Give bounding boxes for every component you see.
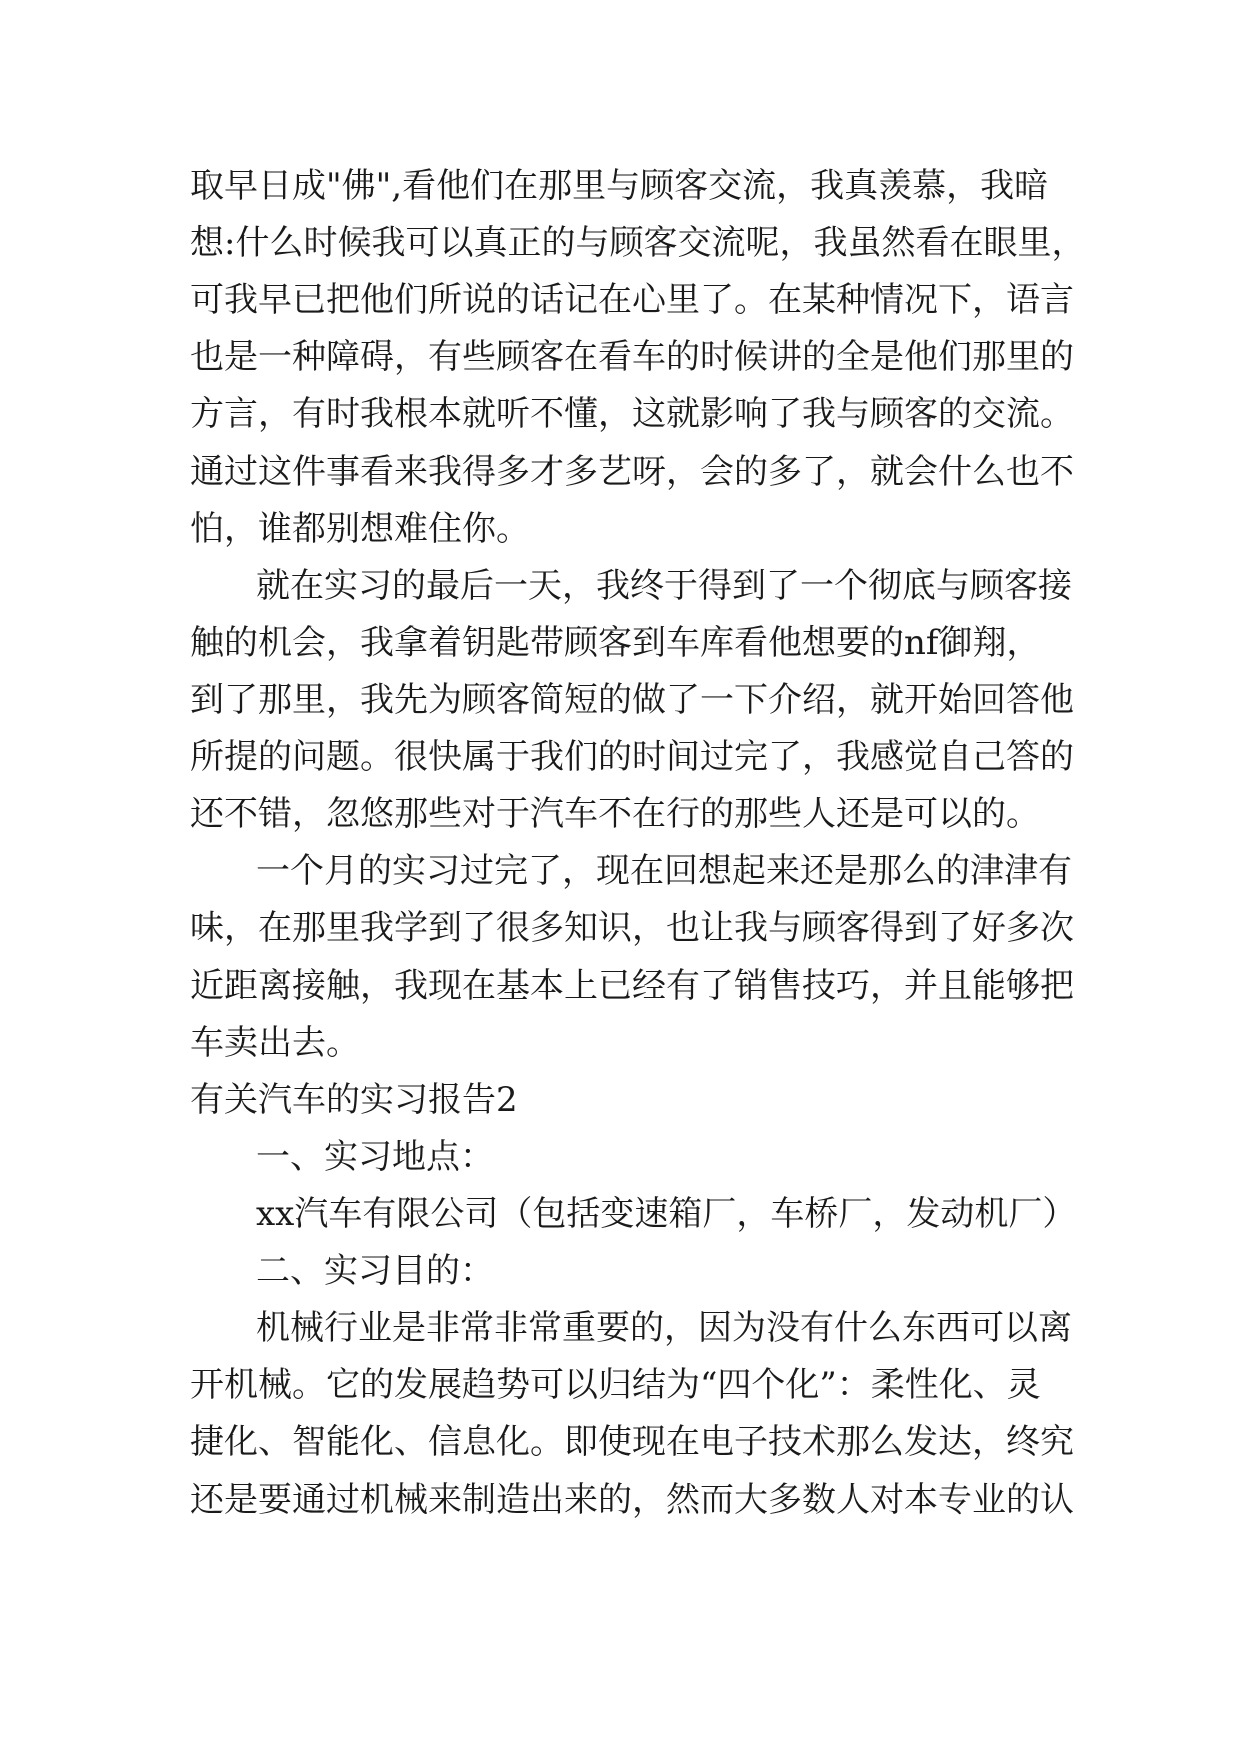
- section-title: 有关汽车的实习报告2: [190, 1080, 518, 1120]
- paragraph-line: 味，在那里我学到了很多知识，也让我与顾客得到了好多次: [190, 908, 1074, 948]
- subheading: 二、实习目的：: [256, 1251, 494, 1291]
- paragraph-line: 触的机会，我拿着钥匙带顾客到车库看他想要的nf御翔，: [190, 623, 1041, 663]
- paragraph-line: 一个月的实习过完了，现在回想起来还是那么的津津有: [256, 851, 1072, 891]
- paragraph-line: 可我早已把他们所说的话记在心里了。在某种情况下，语言: [190, 280, 1074, 320]
- subheading: 一、实习地点：: [256, 1137, 494, 1177]
- paragraph-line: 也是一种障碍，有些顾客在看车的时候讲的全是他们那里的: [190, 337, 1074, 377]
- paragraph-line: 方言，有时我根本就听不懂，这就影响了我与顾客的交流。: [190, 394, 1074, 434]
- paragraph-line: 捷化、智能化、信息化。即使现在电子技术那么发达，终究: [190, 1422, 1074, 1462]
- paragraph-line: 开机械。它的发展趋势可以归结为“四个化”：柔性化、灵: [190, 1365, 1041, 1405]
- paragraph-line: 取早日成"佛",看他们在那里与顾客交流，我真羡慕，我暗: [190, 166, 1049, 206]
- paragraph-line: 还不错，忽悠那些对于汽车不在行的那些人还是可以的。: [190, 794, 1040, 834]
- paragraph-line: 近距离接触，我现在基本上已经有了销售技巧，并且能够把: [190, 966, 1074, 1006]
- paragraph-line: 通过这件事看来我得多才多艺呀，会的多了，就会什么也不: [190, 452, 1074, 492]
- paragraph-line: xx汽车有限公司（包括变速箱厂，车桥厂，发动机厂）: [256, 1194, 1077, 1234]
- paragraph-line: 怕，谁都别想难住你。: [190, 509, 530, 549]
- paragraph-line: 还是要通过机械来制造出来的，然而大多数人对本专业的认: [190, 1480, 1074, 1520]
- paragraph-line: 机械行业是非常非常重要的，因为没有什么东西可以离: [256, 1308, 1072, 1348]
- paragraph-line: 车卖出去。: [190, 1023, 360, 1063]
- paragraph-line: 所提的问题。很快属于我们的时间过完了，我感觉自己答的: [190, 737, 1074, 777]
- paragraph-line: 就在实习的最后一天，我终于得到了一个彻底与顾客接: [256, 566, 1072, 606]
- paragraph-line: 想:什么时候我可以真正的与顾客交流呢，我虽然看在眼里，: [190, 223, 1086, 263]
- paragraph-line: 到了那里，我先为顾客简短的做了一下介绍，就开始回答他: [190, 680, 1074, 720]
